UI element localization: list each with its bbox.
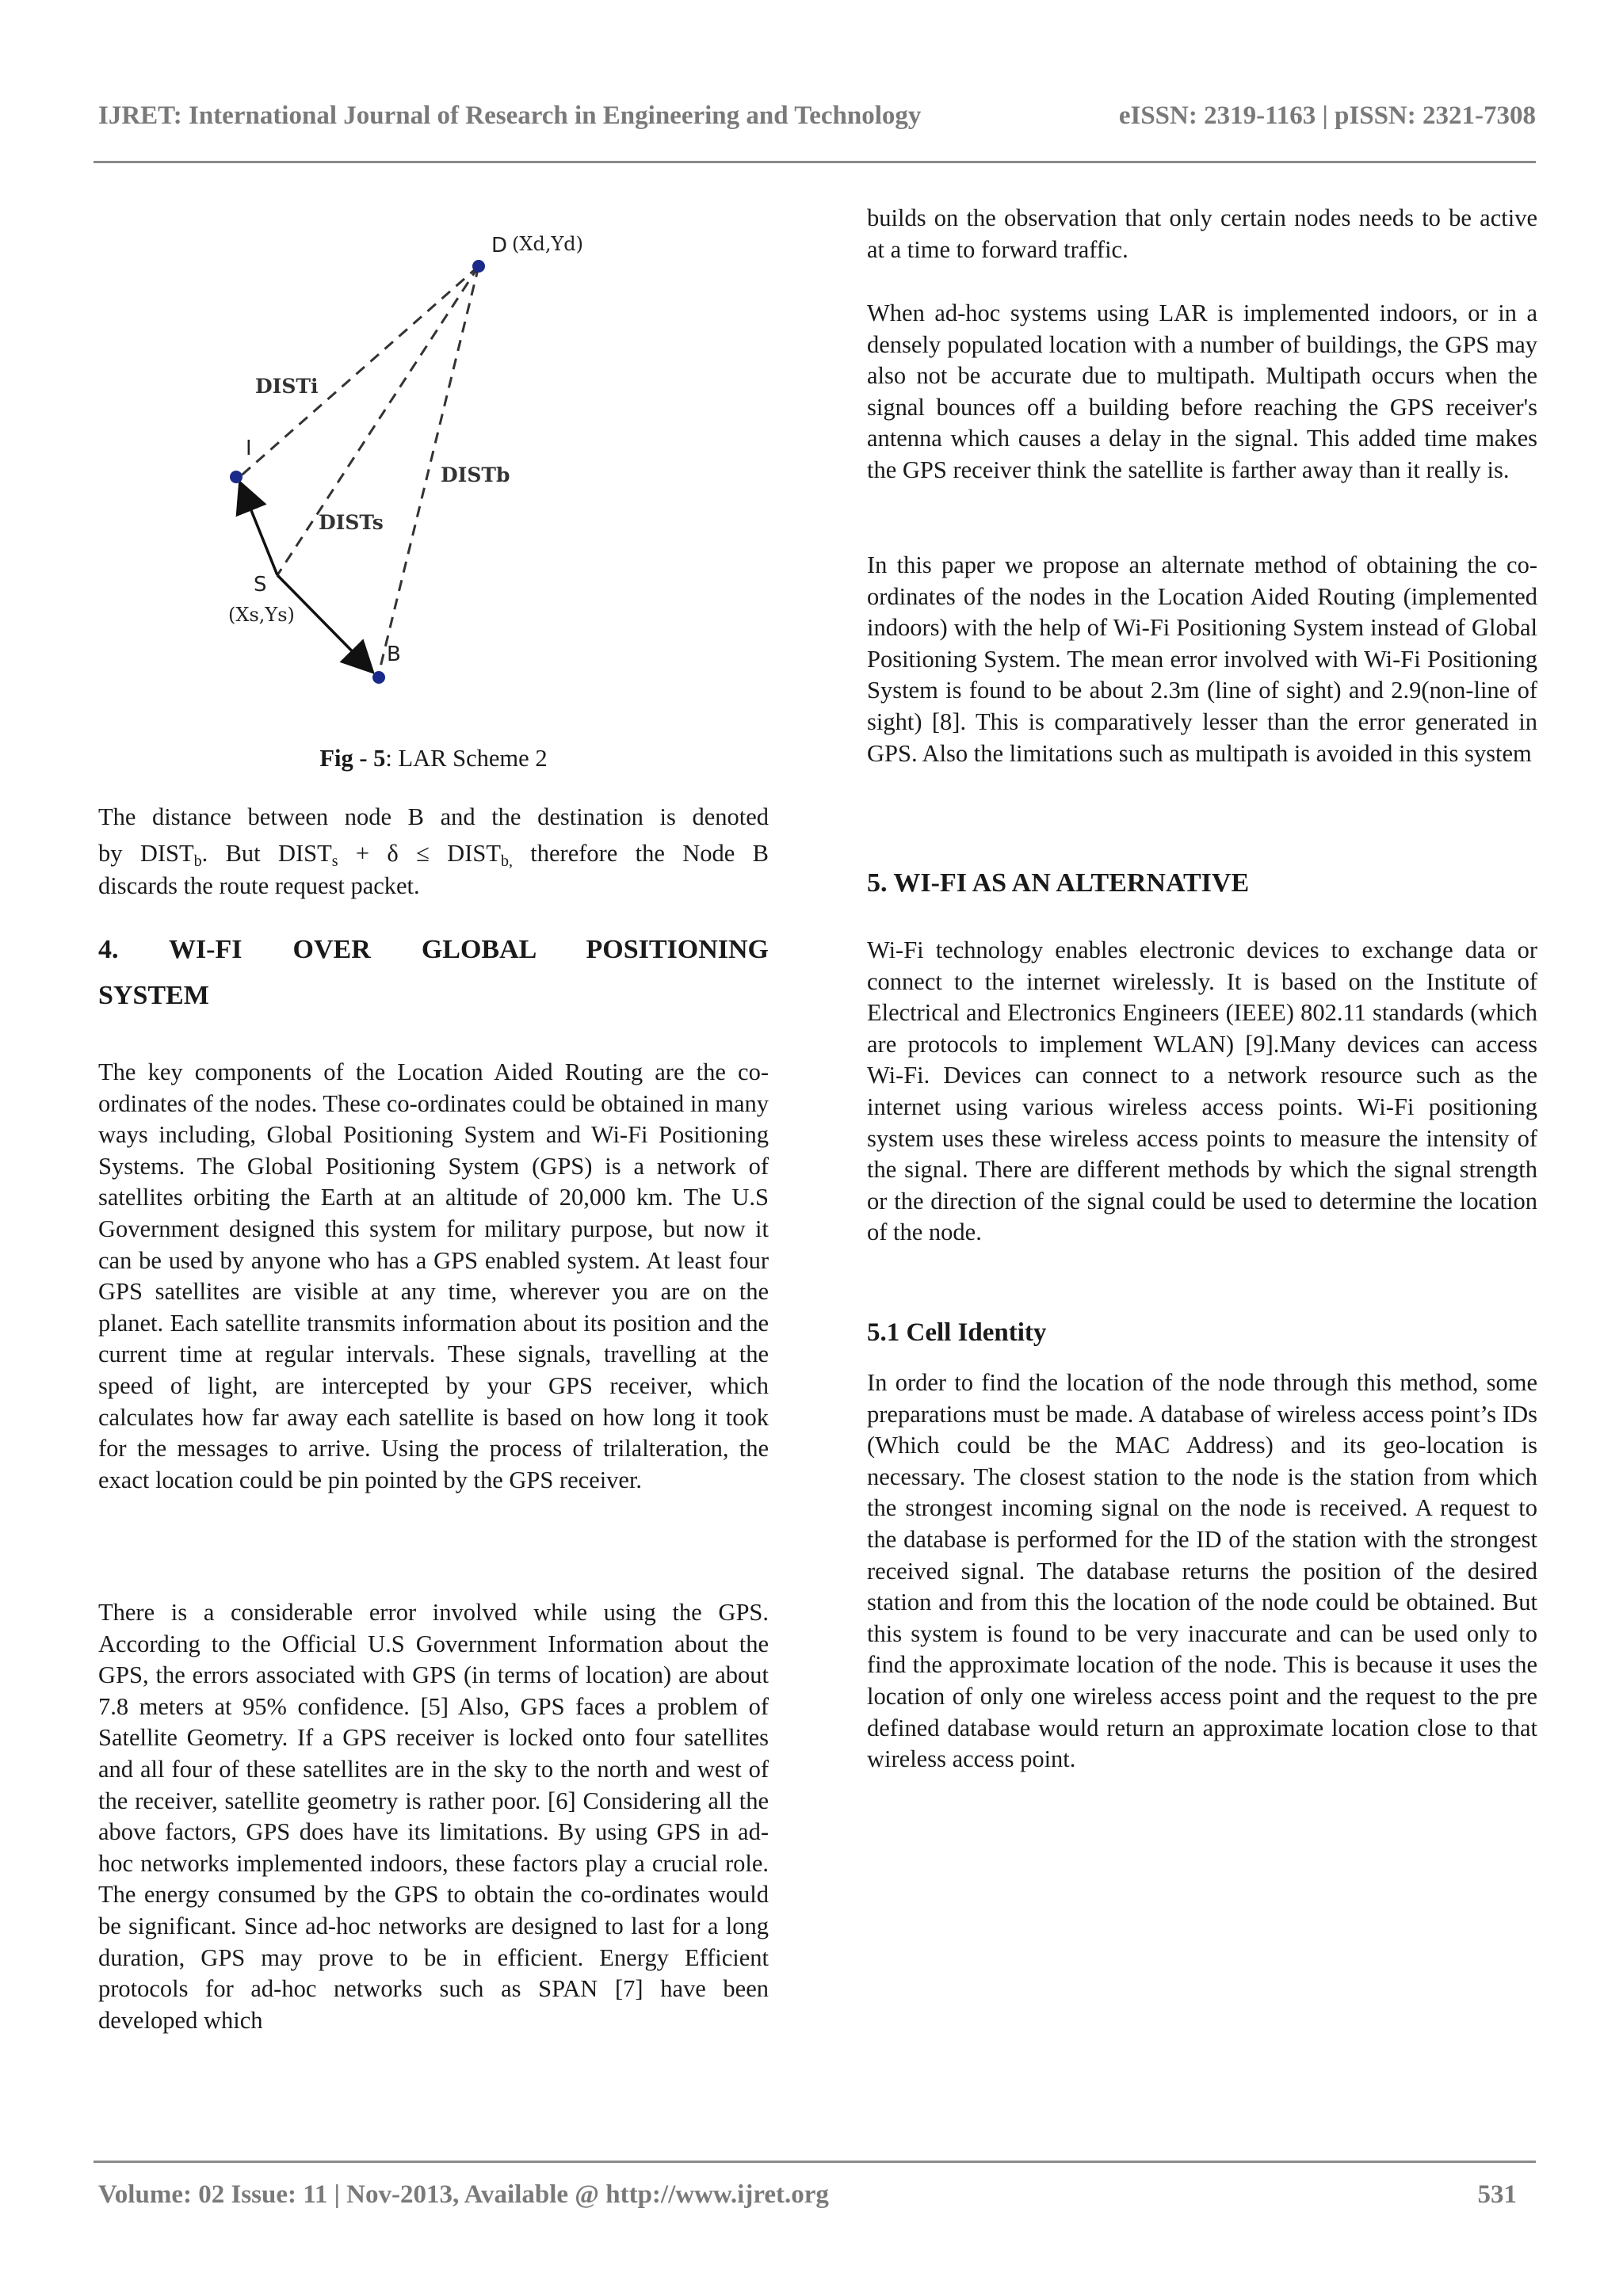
- footer-rule: [94, 2161, 1536, 2163]
- label-dist-b: DISTb: [441, 463, 510, 486]
- label-d: D: [491, 234, 508, 257]
- figure-caption: [98, 745, 769, 772]
- node-d: [472, 260, 485, 273]
- section-5-heading: 5. WI-FI AS AN ALTERNATIVE: [867, 868, 1250, 898]
- gps-error-paragraph: There is a considerable error involved while using the GPS. According to the Official U.S Government Information about the GPS, the errors associated with GPS (in terms of location) are about 7.8 meters at 95% confidence. [5] Also, GPS faces a problem of Satellite Geometry. If a GPS receiver is locked onto four satellites and all four of these satellites are in the sky to the north and west of the receiver, satellite geometry is rather poor. [6] Considering all the above factors, GPS does have its limitations. By using GPS in ad-hoc networks implemented indoors, these factors play a crucial role. The energy consumed by the GPS to obtain the co-ordinates would be significant. Since ad-hoc networks are designed to last for a long duration, GPS may prove to be in efficient. Energy Efficient protocols for ad-hoc networks such as SPAN [7] have been developed which: [98, 1599, 769, 2034]
- section-5-1-heading: 5.1 Cell Identity: [867, 1318, 1047, 1347]
- dist-text-c: + δ ≤ DIST: [338, 839, 501, 867]
- coord-d: (Xd,Yd): [512, 233, 584, 255]
- coord-s: (Xs,Ys): [228, 604, 295, 626]
- dist-sub-b: b: [193, 852, 202, 870]
- header-rule: [94, 161, 1536, 163]
- key-components-paragraph: The key components of the Location Aided Routing are the co-ordinates of the nodes. These co-ordinates could be obtained in many ways including, Global Positioning System and Wi-Fi Positioning Systems. The Global Positioning System (GPS) is a network of satellites orbiting the Earth at an altitude of 20,000 km. The U.S Government designed this system for military purpose, but now it can be used by anyone who has a GPS enabled system. At least four GPS satellites are visible at any time, wherever you are on the planet. Each satellite transmits information about its position and the current time at regular intervals. These signals, travelling at the speed of light, are intercepted by your GPS receiver, which calculates how far away each satellite is based on how long it took for the messages to arrive. Using the process of trilalteration, the exact location could be pin pointed by the GPS receiver.: [98, 1058, 769, 1493]
- caption-label: Fig - 5: [319, 745, 386, 772]
- s-to-i-arrow: [241, 485, 277, 575]
- label-dist-s: DISTs: [319, 511, 384, 534]
- dist-text-d: therefore the Node B: [512, 839, 769, 867]
- running-footer: [98, 2180, 1517, 2210]
- lar-scheme-diagram: [182, 195, 626, 702]
- label-b: B: [387, 643, 401, 666]
- label-dist-i: DISTi: [255, 375, 319, 398]
- running-header: [98, 101, 1536, 131]
- node-i: [230, 471, 242, 483]
- label-s: S: [254, 573, 267, 597]
- page-number: 531: [1477, 2180, 1517, 2209]
- dist-i-line: [238, 266, 479, 479]
- caption-text: : LAR Scheme 2: [385, 745, 548, 772]
- dist-paragraph: [98, 802, 769, 902]
- node-b: [372, 671, 385, 684]
- dist-text-b: . But DIST: [201, 839, 332, 867]
- dist-sub-s: s: [331, 852, 338, 870]
- journal-title: IJRET: International Journal of Research in Engineering and Technology: [98, 101, 922, 130]
- dist-line-3: discards the route request packet.: [98, 872, 420, 900]
- dist-sub-b2: b,: [500, 852, 513, 870]
- propose-paragraph: In this paper we propose an alternate method of obtaining the co-ordinates of the nodes in the Location Aided Routing (implemented indoors) with the help of Wi-Fi Positioning System instead of Global Positioning System. The mean error involved with Wi-Fi Positioning System is found to be about 2.3m (line of sight) and 2.9(non-line of sight) [8]. This is comparatively lesser than the error generated in GPS. Also the limitations such as multipath is avoided in this system: [867, 551, 1537, 767]
- dist-text-a: by DIST: [98, 839, 194, 867]
- dist-line-1: The distance between node B and the destination is denoted: [98, 803, 769, 830]
- builds-paragraph: builds on the observation that only certain nodes needs to be active at a time to forward traffic.: [867, 204, 1537, 263]
- section-4-line-1: 4. WI-FI OVER GLOBAL POSITIONING: [98, 935, 769, 964]
- cell-identity-paragraph: In order to find the location of the node through this method, some preparations must be made. A database of wireless access point’s IDs (Which could be the MAC Address) and its geo-location is necessary. The closest station to the node is the station from which the strongest incoming signal on the node is received. A request to the database is performed for the ID of the station with the strongest received signal. The database returns the position of the desired station and from this the location of the node could be obtained. But this system is found to be very inaccurate and can be used only to find the approximate location of the node. This is because it uses the location of only one wireless access point and the request to the pre defined database would return an approximate location close to that wireless access point.: [867, 1369, 1537, 1773]
- dist-line-2: [98, 838, 769, 870]
- issn-info: eISSN: 2319-1163 | pISSN: 2321-7308: [1118, 101, 1536, 130]
- section-4-heading: [98, 935, 769, 1011]
- volume-info: Volume: 02 Issue: 11 | Nov-2013, Available @ http://www.ijret.org: [98, 2180, 829, 2209]
- section-4-line-2: SYSTEM: [98, 981, 209, 1010]
- indoors-paragraph: When ad-hoc systems using LAR is implemented indoors, or in a densely populated location with a number of buildings, the GPS may also not be accurate due to multipath. Multipath occurs when the signal bounces off a building before reaching the GPS receiver's antenna which causes a delay in the signal. This added time makes the GPS receiver think the satellite is farther away than it really is.: [867, 299, 1537, 483]
- label-i: I: [246, 437, 252, 460]
- wifi-paragraph: Wi-Fi technology enables electronic devices to exchange data or connect to the internet wirelessly. It is based on the Institute of Electrical and Electronics Engineers (IEEE) 802.11 standards (which are protocols to implement WLAN) [9].Many devices can access Wi-Fi. Devices can connect to a network resource such as the internet using various wireless access points. Wi-Fi positioning system uses these wireless access points to measure the intensity of the signal. There are different methods by which the signal strength or the direction of the signal could be used to determine the location of the node.: [867, 936, 1537, 1246]
